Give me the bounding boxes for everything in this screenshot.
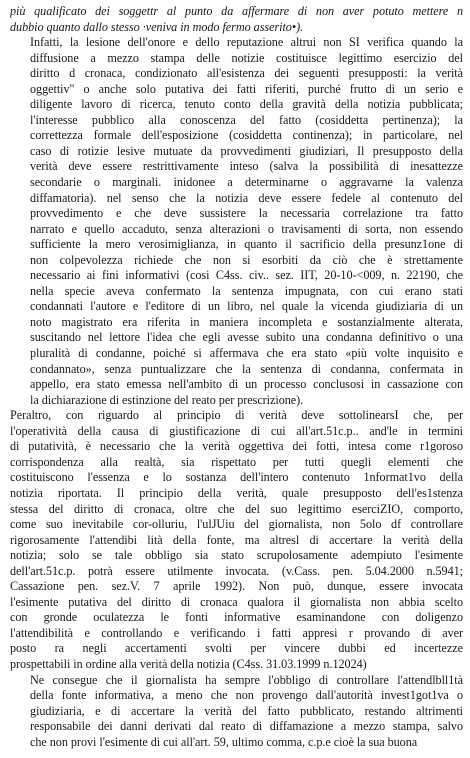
text-line: secondarie o marginali. inidonee a determinarne o aggravarne la valenza	[30, 175, 463, 190]
text-line: che non provi l'esimente di cui all'art. 59, ultimo comma, c.p.e cioè la sua buona	[30, 734, 418, 749]
text-line: verità deve essere restrittivamente inteso (salva la possibilità di inesattezze	[30, 159, 463, 174]
text-line: posto ra negli accertamenti svolti per vincere dubbi ed incertezze	[10, 641, 463, 656]
text-line: noto magistrato era riferita in maniera incompleta e sostanzialmente alterata,	[30, 314, 463, 329]
text-line: di putatività, è necessario che la verità oggettiva dei fotti, intesa come r1goroso	[10, 439, 463, 454]
text-line: stessa del diritto di cronaca, oltre che del suo legittimo eserciZIO, comporto,	[10, 501, 463, 516]
text-line: diritto d cronaca, condizionato all'esistenza dei seguenti presupposti: la verità	[30, 66, 463, 81]
text-line: corrispondenza alla realtà, sia rispettato per tutti quegli elementi che	[10, 454, 463, 469]
text-line: con gronde oculatezza le fonti informative esaminandone con doligenzo	[10, 610, 463, 625]
text-line: appello, era stato emessa nell'ambito di un processo conclusosi in cassazione con	[30, 377, 463, 392]
text-line: dubbio quanto dallo stesso ·veniva in modo fermo asserito•).	[10, 19, 304, 34]
paragraph-p2	[10, 408, 463, 672]
text-line: responsabile dei danni derivati dal reato di diffamazione a mezzo stampa, salvo	[30, 719, 463, 734]
text-line: giudiziaria, e di accertare la verità del fatto pubblicato, restando altrimenti	[30, 703, 463, 718]
text-line: necessario ai fini informativi (cosi C4ss. civ.. sez. IIT, 20-10-<009, n. 22190, che	[30, 268, 463, 283]
text-line: notizia riportata. Il principio della verità, quale presupposto dell'es1stenza	[10, 485, 463, 500]
text-line: oggettiv" o anche solo putativa dei fatti riferiti, purché frutto di un serio e	[30, 81, 463, 96]
text-line: l'interesse pubblico alla conoscenza del fatto (cosiddetta pertinenza); la	[30, 112, 463, 127]
text-line: narrato e quello accaduto, senza alterazioni o travisamenti di sorta, non essendo	[30, 221, 463, 236]
text-line: dell'art.51c.p. potrà essere utilmente invocata. (v.Cass. pen. 5.04.2000 n.5941;	[10, 563, 463, 578]
text-line: correttezza formale dell'esposizione (cosiddetta continenza); in particolare, nel	[30, 128, 463, 143]
text-line: Ne consegue che il giornalista ha sempre l'obbligo di controllare l'attendlbll1tà	[30, 672, 463, 687]
text-line: della fonte informativa, a meno che non provengo dall'autorità invest1got1va o	[30, 688, 463, 703]
text-line: condannato», senza puntualizzare che la sentenza di condanna, confermata in	[30, 361, 463, 376]
paragraph-p3	[10, 673, 463, 751]
text-line: come suo inevitabile cor-olluriu, l'ulJUiu del giornalista, non 5olo df controllare	[10, 517, 463, 532]
text-line: condannati l'autore e l'editore di un libro, nel quale la vicenda giudiziaria di un	[30, 299, 463, 314]
text-line: sufficiente la mero verosimiglianza, in quanto il sacrificio della presunz1one di	[30, 237, 463, 252]
text-line: Infatti, la lesione dell'onore e dello reputazione altrui non SI verifica quando la	[30, 35, 463, 50]
text-line: non colpevolezza richiede che non si esorbiti da ciò che è strettamente	[30, 252, 463, 267]
text-line: la dichiarazione di estinzione del reato per prescrizione).	[30, 392, 304, 407]
text-line: pluralità di condanne, poiché si affermava che era stato «più volte inquisito e	[30, 346, 463, 361]
text-line: rigorosamente l'attendibi lità della fonte, ma altresl di accertare la verità della	[10, 532, 463, 547]
text-line: più qualificato dei soggettr al punto da affermare di non aver potuto mettere n	[10, 4, 463, 18]
text-line: l'esimente putativa del diritto di cronaca qualora il giornalista non abbia scelto	[10, 594, 463, 609]
text-line: diffusione a mezzo stampa delle notizie costituisce legittimo esercizio del	[30, 50, 463, 65]
text-line: l'attendibilità e controllando e verificando i fatti appresi r provando di aver	[10, 625, 463, 640]
text-line: l'operatività della causa di giustificazione di cui all'art.51c.p.. and'le in termini	[10, 423, 463, 438]
text-line: prospettabili in ordine alla verità della notizia (C4ss. 31.03.1999 n.12024)	[10, 656, 367, 671]
text-line: notizia; solo se tale obbligo sia stato scrupolosamente adempiuto l'esimente	[10, 548, 463, 563]
text-line: nella specie aveva confermato la sentenza impugnata, con cui erano stati	[30, 283, 463, 298]
text-line: Peraltro, con riguardo al principio di verità deve sottolinearsI che, per	[10, 408, 463, 423]
text-line: suscitando nel lettore l'idea che egli avesse subito una condanna definitivo o una	[30, 330, 463, 345]
text-line: provvedimento e che deve sussistere la necessaria correlazione tra fatto	[30, 206, 463, 221]
paragraph-p1	[10, 35, 463, 408]
text-line: costituiscono l'essenza e lo sostanza dell'intero contenuto 1nformat1vo della	[10, 470, 463, 485]
paragraph-p0	[10, 4, 463, 35]
text-line: caso di rotizie lesive mutuate da provvedimenti giudiziari, Il presupposto della	[30, 143, 463, 158]
text-line: diligente lavoro di ricerca, tenuto conto della gravità della notizia pubblicata;	[30, 97, 463, 112]
text-line: Cassazione pen. sez.V. 7 aprile 1992). Non può, dunque, essere invocata	[10, 579, 463, 594]
text-line: diffamatoria). nel senso che la notizia deve essere fedele al contenuto del	[30, 190, 463, 205]
